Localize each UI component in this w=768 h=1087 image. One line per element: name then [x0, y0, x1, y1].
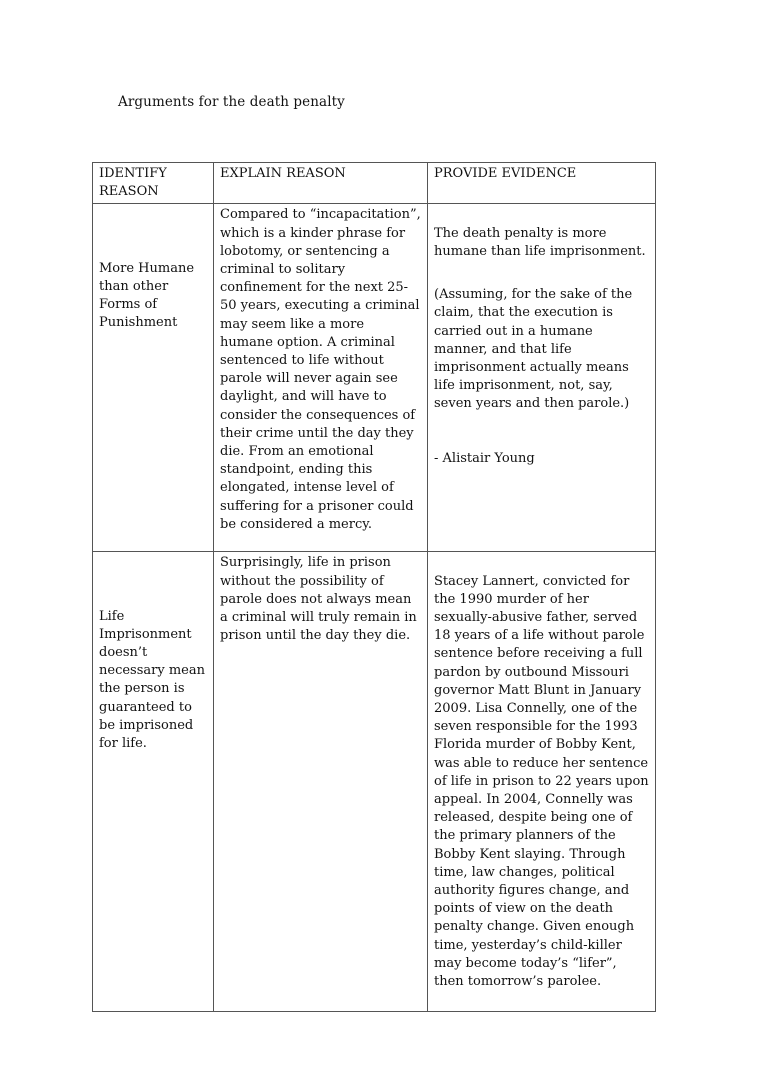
reason-cell [93, 552, 214, 1012]
table-header-row [93, 163, 656, 204]
reason-cell [93, 204, 214, 552]
explain-cell: Compared to “incapacitation”, which is a kinder phrase for lobotomy, or sentencing a criminal to solitary confinement for the next 25-50 years, executing a criminal may seem like a more humane option. A criminal sentenced to life without parole will never again see daylight, and will have to consider the consequences of their crime until the day they die. From an emotional standpoint, ending this elongated, intense level of suffering for a prisoner could be considered a mercy. [214, 204, 428, 552]
header-provide-evidence: PROVIDE EVIDENCE [428, 163, 656, 204]
evidence-attribution: - Alistair Young [434, 450, 535, 466]
explain-cell: Surprisingly, life in prison without the possibility of parole does not always mean a criminal will truly remain in prison until the day they die. [214, 552, 428, 1012]
reason-text: More Humane than other Forms of Punishment [99, 260, 195, 331]
table-row [93, 552, 656, 1012]
evidence-cell [428, 552, 656, 1012]
header-explain-reason: EXPLAIN REASON [214, 163, 428, 204]
evidence-assumption: (Assuming, for the sake of the claim, that the execution is carried out in a humane manner, and that life imprisonment actually means life imprisonment, not, say, seven years and then parole.) [434, 287, 633, 412]
evidence-text: Stacey Lannert, convicted for the 1990 murder of her sexually-abusive father, served 18 years of a life without parole sentence before receiving a full pardon by outbound Missouri governor Matt Blunt in January 2009. Lisa Connelly, one of the seven responsible for the 1993 Florida murder of Bobby Kent, was able to reduce her sentence of life in prison to 22 years upon appeal. In 2004, Connelly was released, despite being one of the primary planners of the Bobby Kent slaying. Through time, law changes, political authority figures change, and points of view on the death penalty change. Given enough time, yesterday’s child-killer may become today’s “lifer”, then tomorrow’s parolee. [434, 573, 649, 990]
table-row [93, 204, 656, 552]
evidence-cell [428, 204, 656, 552]
evidence-claim: The death penalty is more humane than life imprisonment. [434, 225, 646, 259]
arguments-table [92, 162, 656, 1012]
header-identify-reason: IDENTIFY REASON [93, 163, 214, 204]
document-title: Arguments for the death penalty [118, 94, 345, 110]
reason-text: Life Imprisonment doesn’t necessary mean the person is guaranteed to be imprisoned for life. [99, 608, 205, 752]
